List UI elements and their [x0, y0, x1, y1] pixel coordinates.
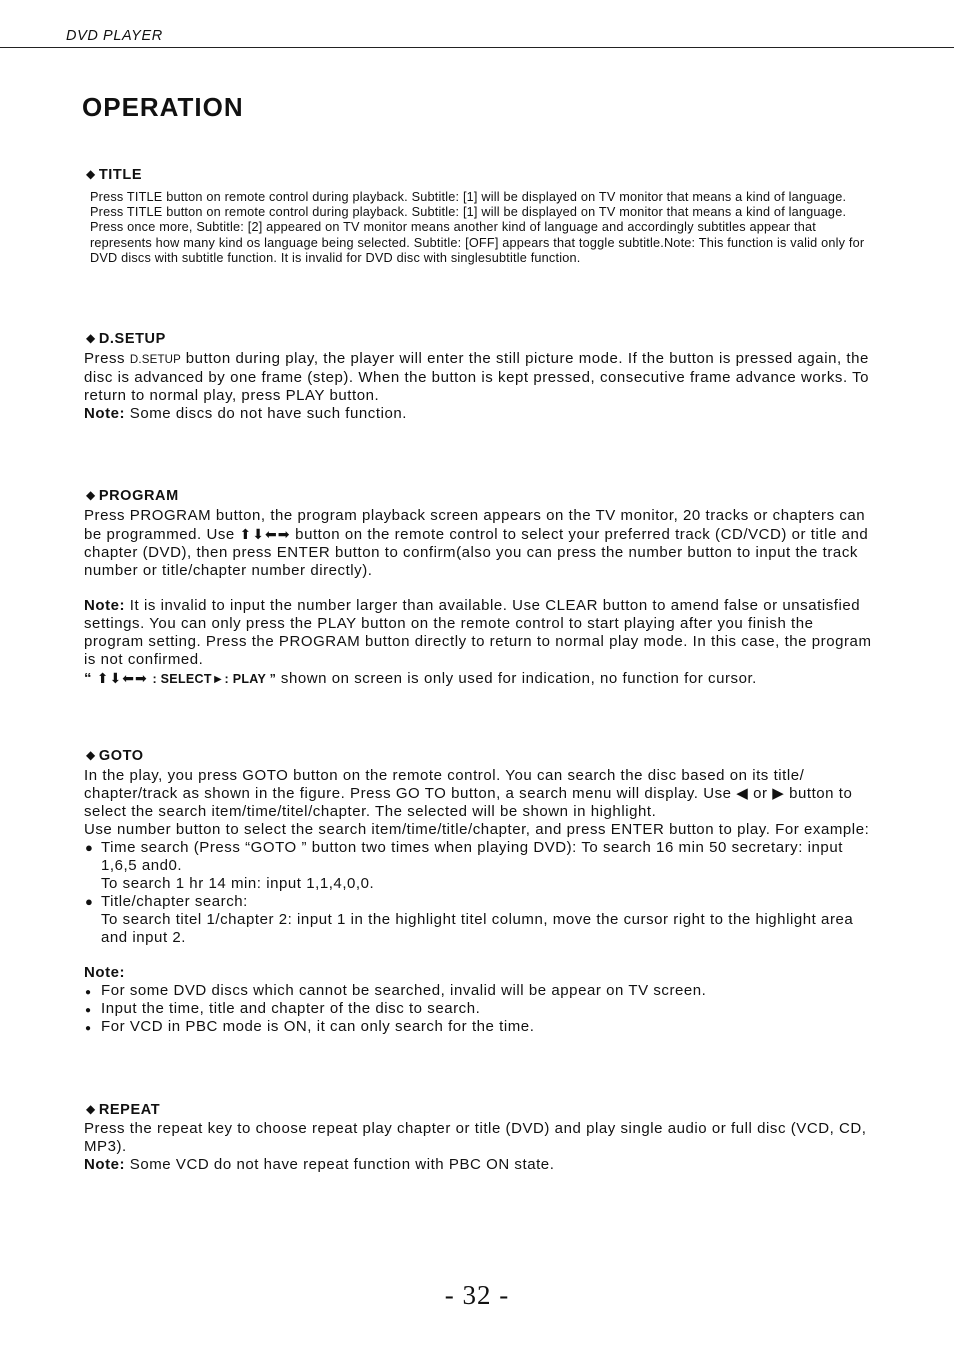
section-heading-goto [86, 748, 144, 764]
open-quote: “ [84, 670, 93, 687]
arrow-left-icon: ⬅ [264, 526, 277, 542]
goto-body-text-3: Use number button to select the search item/time/title/chapter, and press ENTER button to play. For example: [84, 821, 870, 838]
goto-bullet-2-detail: To search titel 1/chapter 2: input 1 in the highlight titel column, move the cursor right to the highlight area and input 2. [101, 911, 854, 946]
program-body-text-2: button on the remote control to select your preferred track (CD/VCD) or title and chapter (DVD), then press ENTER button to confirm(also you can press the number button to input the track number or title/chapter number directly). [84, 526, 869, 579]
arrow-up-icon: ⬆ [239, 526, 252, 542]
note-label: Note: [84, 405, 126, 422]
play-triangle-icon: ► [211, 672, 225, 686]
section-heading-label: REPEAT [98, 1102, 161, 1118]
direction-arrows [240, 525, 291, 543]
repeat-note-text: Some VCD do not have repeat function with PBC ON state. [129, 1156, 555, 1173]
select-hint-label: : SELECT [152, 672, 212, 686]
arrow-right-icon: ➡ [134, 670, 147, 686]
section-heading-repeat [86, 1102, 160, 1118]
note-label: Note: [84, 964, 126, 981]
goto-or-text: or [753, 785, 768, 802]
program-section-body [84, 507, 874, 688]
bullet-dot-icon: ● [85, 1023, 92, 1034]
dsetup-section-body [84, 350, 874, 423]
section-heading-label: PROGRAM [98, 488, 179, 504]
repeat-section-body [84, 1120, 874, 1174]
goto-body-text-1: In the play, you press GOTO button on the remote control. You can search the disc based on its title/ chapter/track as shown in the figure. Press GO TO button, a search menu will display. Use [84, 767, 805, 802]
bullet-dot-icon: ● [85, 987, 92, 998]
section-heading-label: D.SETUP [98, 331, 166, 347]
diamond-bullet-icon: ◆ [86, 1102, 96, 1116]
list-item [84, 1000, 874, 1018]
arrow-right-icon: ➡ [277, 526, 290, 542]
goto-body-text-2: button to select the search item/time/titel/chapter. The selected will be shown in highlight. [84, 785, 853, 820]
section-heading-label: TITLE [98, 167, 143, 183]
page-number: - 32 - [444, 1280, 510, 1310]
arrow-up-icon: ⬆ [96, 670, 109, 686]
page-title: OPERATION [82, 92, 244, 122]
dsetup-press-text: Press [84, 350, 126, 367]
goto-bullet-1: Time search (Press “GOTO ” button two times when playing DVD): To search 16 min 50 secretary: input 1,6,5 and0. [101, 839, 843, 874]
dsetup-key-label: D.SETUP [129, 354, 182, 366]
title-section-body: Press TITLE button on remote control during playback. Subtitle: [1] will be displayed on TV monitor that means a kind of language. Press TITLE button on remote control during playback. Subtitle: [1] will be displayed on TV monitor that means a kind of language. Press once more, Subtitle: [2] appeared on TV monitor means another kind of language and accordingly subtitles appear that represents how many kind os language being selected. Subtitle: [OFF] appears that toggle subtitle.Note: This function is valid only for DVD discs with subtitle function. It is invalid for DVD disc with singlesubtitle function. [90, 190, 865, 265]
play-hint-label: : PLAY ” [224, 672, 277, 686]
program-note-text: It is invalid to input the number larger than available. Use CLEAR button to amend false or unsatisfied settings. You can only press the PLAY button on the remote control to start playing after you finish the program setting. Press the PROGRAM button directly to return to normal play mode. In this case, the program is not confirmed. [84, 597, 872, 668]
goto-bullet-2: Title/chapter search: [101, 893, 248, 910]
bullet-dot-icon: ● [85, 894, 94, 909]
dsetup-body-text: button during play, the player will enter the still picture mode. If the button is pressed again, the disc is advanced by one frame (step). When the button is kept pressed, consecutive frame advance works. To return to normal play, press PLAY button. [84, 350, 870, 404]
list-item [84, 893, 874, 911]
arrow-left-icon: ⬅ [122, 670, 134, 686]
repeat-body-text: Press the repeat key to choose repeat play chapter or title (DVD) and play single audio or full disc (VCD, CD, MP3). [84, 1120, 867, 1155]
goto-section-body [84, 767, 874, 1036]
note-label: Note: [84, 1156, 126, 1173]
program-body-text-1: Press PROGRAM button, the program playback screen appears on the TV monitor, 20 tracks or chapters can be programmed. Use [84, 507, 866, 543]
running-header: DVD PLAYER [66, 28, 163, 44]
goto-note-3: For VCD in PBC mode is ON, it can only search for the time. [101, 1018, 535, 1035]
note-label: Note: [84, 597, 126, 614]
goto-note-1: For some DVD discs which cannot be searched, invalid will be appear on TV screen. [101, 982, 707, 999]
diamond-bullet-icon: ◆ [86, 748, 96, 762]
header-divider [0, 47, 954, 48]
bullet-dot-icon: ● [85, 1005, 92, 1016]
dsetup-note-text: Some discs do not have such function. [129, 405, 407, 422]
goto-bullet-1-detail: To search 1 hr 14 min: input 1,1,4,0,0. [101, 875, 375, 892]
section-heading-title [86, 167, 142, 183]
list-item [84, 982, 874, 1000]
diamond-bullet-icon: ◆ [86, 167, 96, 181]
list-item [84, 1018, 874, 1036]
section-heading-dsetup [86, 331, 166, 347]
arrow-down-icon: ⬇ [109, 670, 122, 686]
diamond-bullet-icon: ◆ [86, 488, 96, 502]
left-triangle-icon: ◀ [736, 785, 749, 802]
program-hint-text: shown on screen is only used for indication, no function for cursor. [280, 670, 757, 687]
direction-arrows [97, 669, 148, 687]
diamond-bullet-icon: ◆ [86, 331, 96, 345]
arrow-down-icon: ⬇ [252, 526, 264, 542]
section-heading-label: GOTO [98, 748, 144, 764]
section-heading-program [86, 488, 179, 504]
goto-note-2: Input the time, title and chapter of the disc to search. [101, 1000, 481, 1017]
right-triangle-icon: ▶ [772, 785, 785, 802]
bullet-dot-icon: ● [85, 840, 94, 855]
list-item [84, 839, 874, 875]
